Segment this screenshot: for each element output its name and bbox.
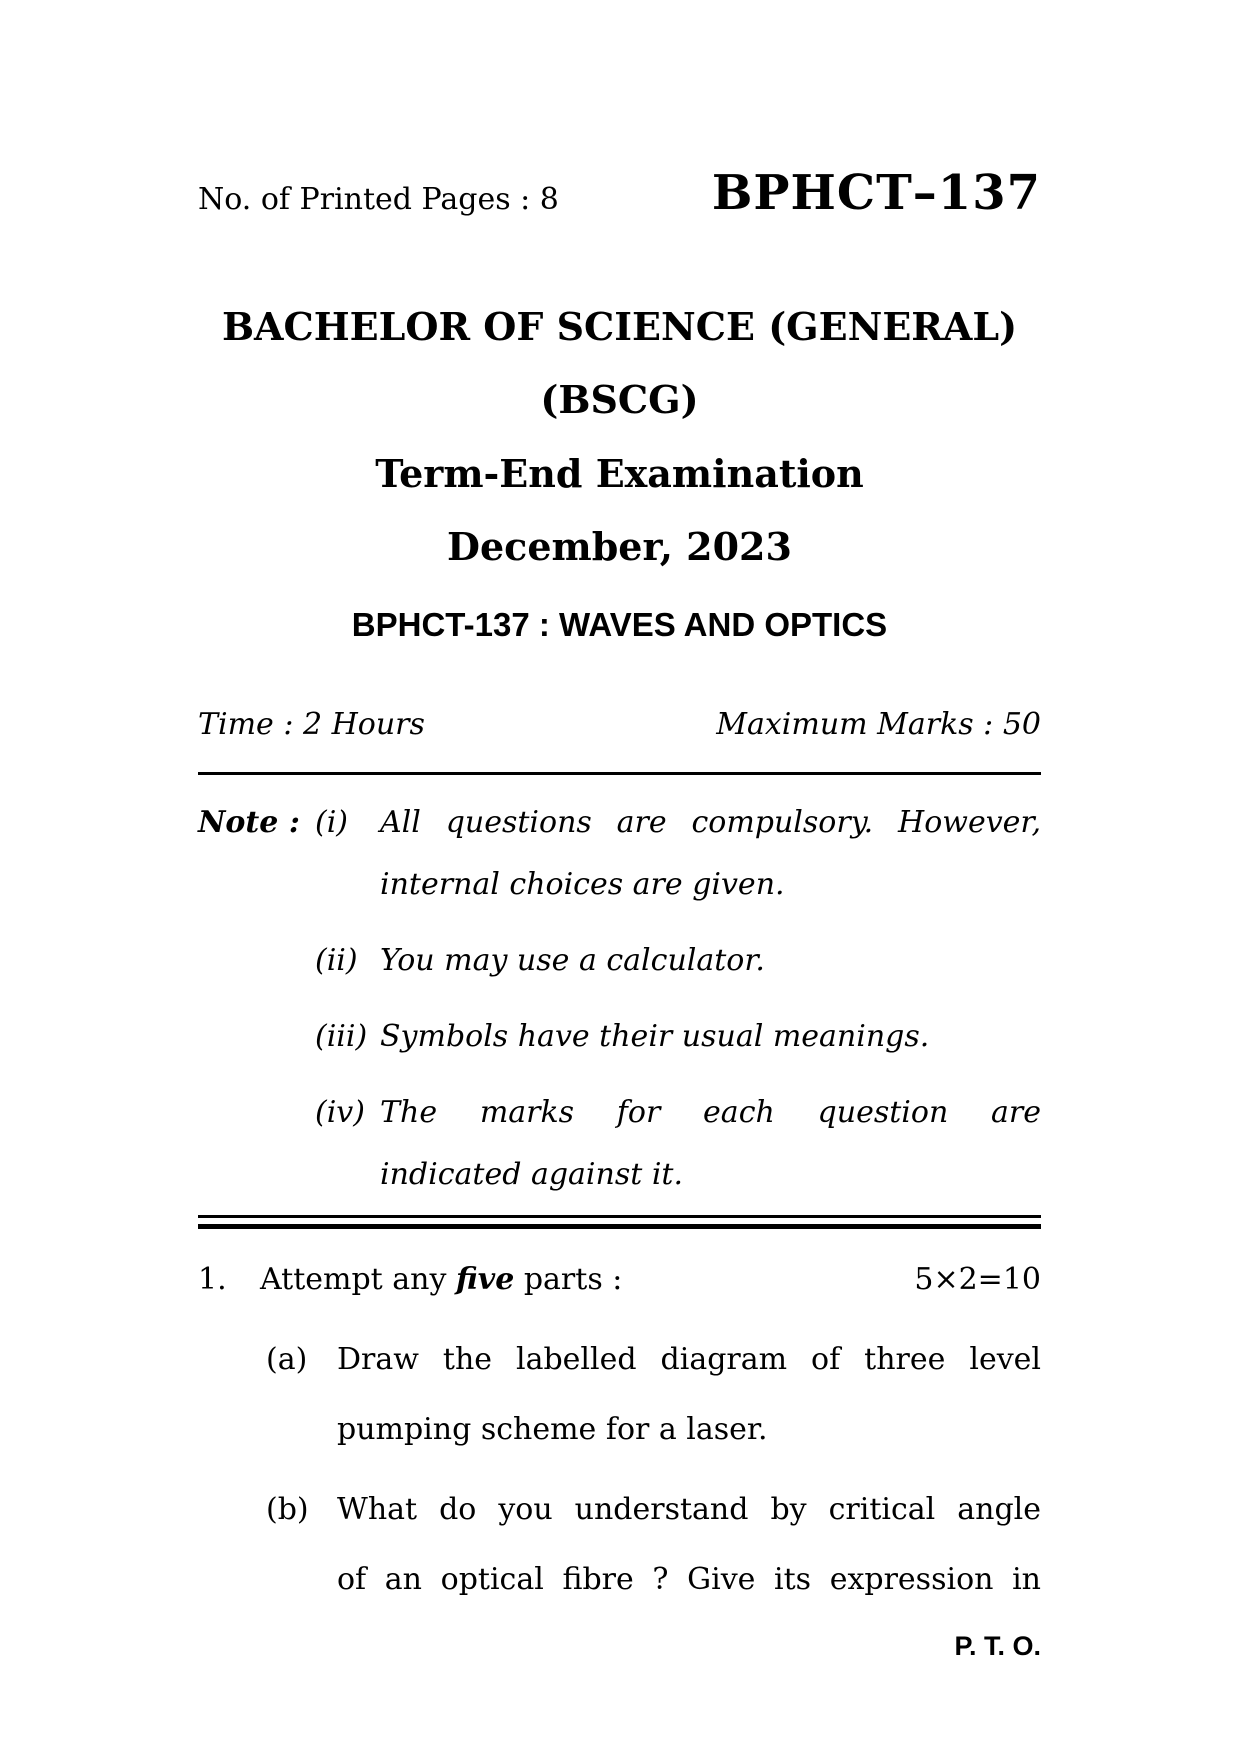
question-prompt [260, 1260, 914, 1300]
note-item-text [380, 930, 1041, 992]
note-line: indicated against it. [380, 1157, 684, 1192]
note-item-number: (iv) [315, 1095, 365, 1130]
course-title: BPHCT-137 : WAVES AND OPTICS [351, 606, 888, 643]
part-text [337, 1475, 1041, 1615]
paper-code: BPHCT–137 [711, 165, 1041, 221]
note-item-text [380, 1006, 1041, 1068]
part-line: Draw the labelled diagram of three level [337, 1342, 1041, 1377]
question-part-b [198, 1475, 1041, 1615]
part-line: What do you understand by critical angle [337, 1492, 1041, 1527]
note-label: Note : [198, 805, 300, 840]
note-label-spacer [198, 1006, 315, 1068]
note-item-text [380, 1082, 1041, 1206]
part-label: (a) [266, 1342, 308, 1377]
prompt-text: Attempt any [260, 1262, 447, 1297]
question-number: 1. [198, 1262, 227, 1297]
divider-rule [198, 772, 1041, 775]
time-allowed: Time : 2 Hours [198, 707, 425, 742]
note-item-number: (i) [315, 805, 349, 840]
note-section [198, 792, 1041, 1206]
prompt-bold-word: five [455, 1262, 515, 1297]
note-item [198, 930, 1041, 992]
question-marks: 5×2=10 [914, 1262, 1041, 1297]
degree-title: BACHELOR OF SCIENCE (GENERAL) [221, 304, 1018, 349]
double-divider-rule [198, 1215, 1041, 1229]
note-label-spacer [198, 930, 315, 992]
pto-label: P. T. O. [954, 1631, 1041, 1661]
page-header [198, 165, 1041, 228]
note-line: You may use a calculator. [380, 943, 765, 978]
printed-pages-label: No. of Printed Pages : 8 [198, 182, 559, 217]
note-line: Symbols have their usual meanings. [380, 1019, 930, 1054]
exam-title: Term-End Examination [375, 451, 864, 496]
part-label: (b) [266, 1492, 309, 1527]
prompt-text: parts : [523, 1262, 623, 1297]
part-line: of an optical fibre ? Give its expression in [337, 1562, 1041, 1597]
note-line: All questions are compulsory. However, [380, 805, 1041, 840]
note-line: internal choices are given. [380, 867, 785, 902]
question-part-a [198, 1325, 1041, 1465]
question-1 [198, 1260, 1041, 1300]
part-line: pumping scheme for a laser. [337, 1412, 768, 1447]
degree-abbr: (BSCG) [540, 377, 699, 422]
note-item-number: (ii) [315, 943, 358, 978]
note-item [198, 1006, 1041, 1068]
note-item-text [380, 792, 1041, 916]
part-text [337, 1325, 1041, 1465]
note-label-spacer [198, 1082, 315, 1206]
note-line: The marks for each question are [380, 1095, 1041, 1130]
maximum-marks: Maximum Marks : 50 [716, 707, 1041, 742]
note-item [198, 1082, 1041, 1206]
note-item-number: (iii) [315, 1019, 368, 1054]
note-item [198, 792, 1041, 916]
exam-session: December, 2023 [447, 524, 792, 569]
time-marks-row [198, 707, 1041, 743]
